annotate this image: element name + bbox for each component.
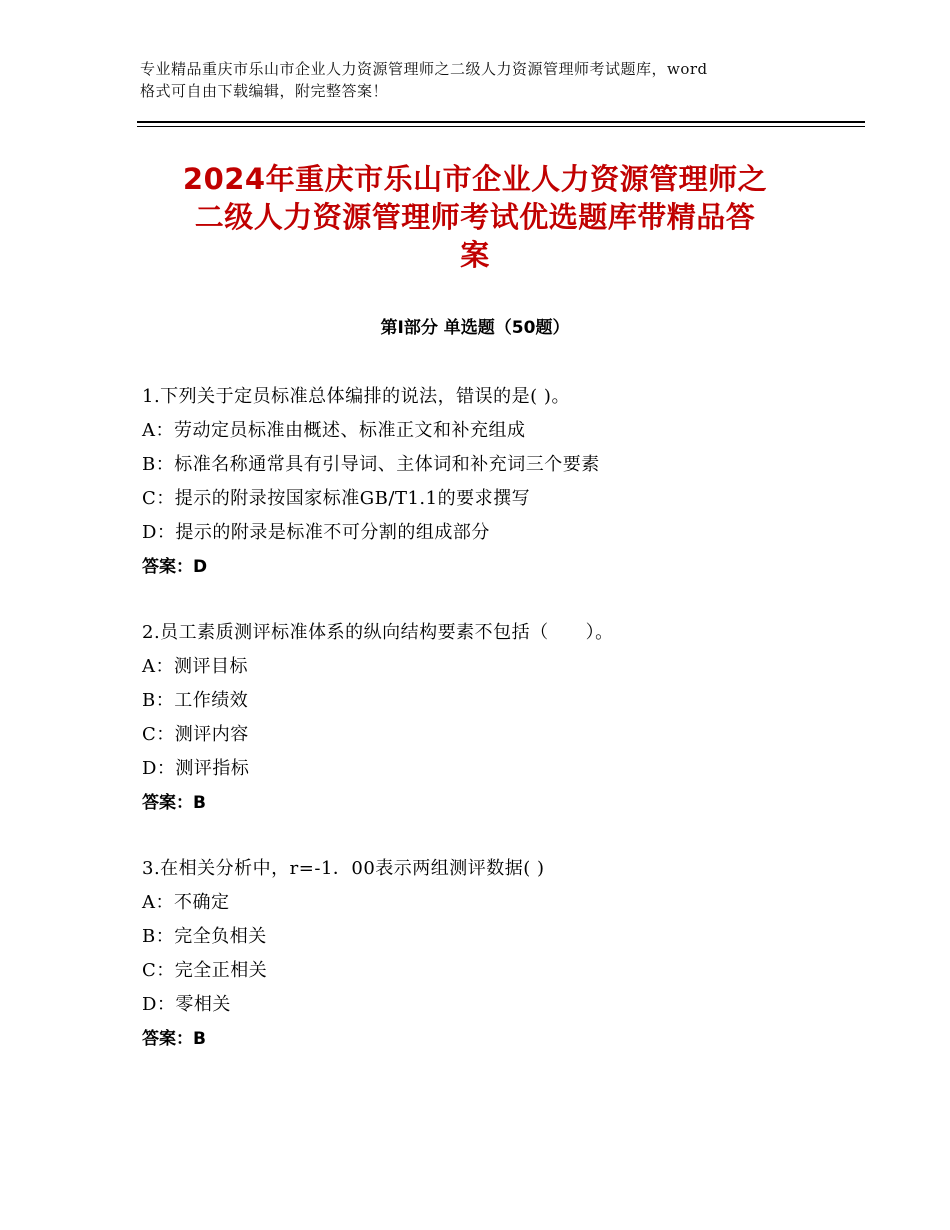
header-note-line-2: 格式可自由下载编辑，附完整答案！	[140, 82, 389, 100]
document-title-line-1: 2024年重庆市乐山市企业人力资源管理师之	[182, 162, 768, 196]
question-stem: 1.下列关于定员标准总体编排的说法，错误的是( )。	[142, 386, 570, 407]
answer-line: 答案：B	[142, 1029, 206, 1049]
option-d: D：测评指标	[142, 758, 250, 779]
header-note	[140, 58, 830, 102]
answer-line: 答案：B	[142, 793, 206, 813]
option-d: D：零相关	[142, 994, 231, 1015]
option-d: D：提示的附录是标准不可分割的组成部分	[142, 522, 490, 543]
document-title	[140, 160, 810, 274]
option-a: A：测评目标	[142, 656, 248, 677]
question-1	[142, 380, 842, 584]
document-title-line-2: 二级人力资源管理师考试优选题库带精品答	[194, 200, 756, 234]
option-a: A：劳动定员标准由概述、标准正文和补充组成	[142, 420, 526, 441]
section-title: 第Ⅰ部分 单选题（50题）	[380, 318, 570, 338]
question-stem: 3.在相关分析中，r=-1．00表示两组测评数据( )	[142, 858, 545, 879]
option-c: C：提示的附录按国家标准GB/T1.1的要求撰写	[142, 488, 531, 509]
header-note-line-1: 专业精品重庆市乐山市企业人力资源管理师之二级人力资源管理师考试题库，word	[140, 60, 708, 78]
question-list	[142, 380, 842, 1088]
header-divider-thick	[137, 121, 865, 123]
option-c: C：测评内容	[142, 724, 249, 745]
option-b: B：工作绩效	[142, 690, 249, 711]
question-stem: 2.员工素质测评标准体系的纵向结构要素不包括（ ）。	[142, 622, 614, 643]
question-3	[142, 852, 842, 1056]
answer-line: 答案：D	[142, 557, 208, 577]
document-title-line-3: 案	[460, 238, 490, 272]
option-a: A：不确定	[142, 892, 230, 913]
header-divider-thin	[137, 126, 865, 127]
question-2	[142, 616, 842, 820]
option-b: B：标准名称通常具有引导词、主体词和补充词三个要素	[142, 454, 600, 475]
option-c: C：完全正相关	[142, 960, 268, 981]
option-b: B：完全负相关	[142, 926, 267, 947]
